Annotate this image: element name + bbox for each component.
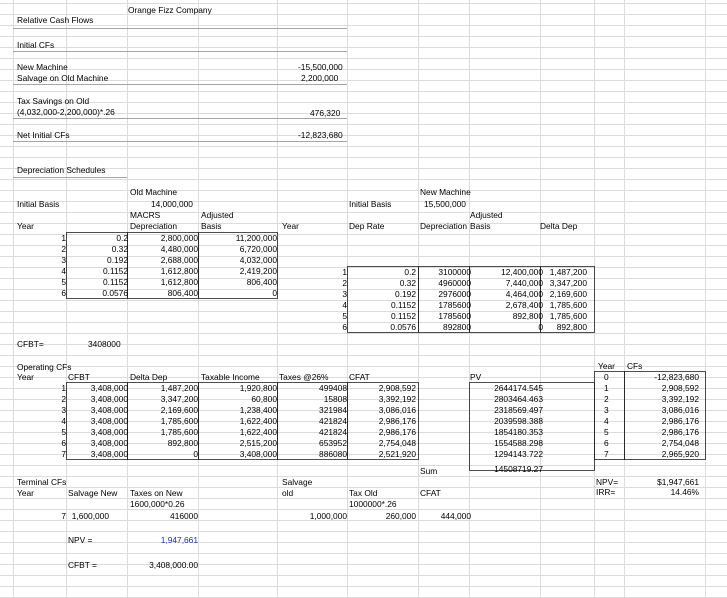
delta-dep[interactable]: 1,487,200 [549,267,587,277]
operating-cfbt-label[interactable]: CFBT [68,372,90,382]
taxable-income[interactable]: 2,515,200 [239,438,277,448]
old-rate[interactable]: 0.0576 [102,288,128,298]
new-rate[interactable]: 0.32 [399,278,416,288]
taxable-income[interactable]: 1,238,400 [239,405,277,415]
terminal-taxes-on-new[interactable]: 416000 [170,511,198,521]
relative-cash-flows-heading[interactable]: Relative Cash Flows [17,15,94,25]
summary-cf[interactable]: 2,908,592 [661,383,699,393]
taxes-label[interactable]: Taxes @26% [279,372,329,382]
new-year[interactable]: 4 [342,300,347,310]
summary-cf[interactable]: 2,965,920 [661,449,699,459]
old-year[interactable]: 4 [61,266,66,276]
macrs-label[interactable]: MACRS [130,210,161,220]
summary-year[interactable]: 5 [604,427,609,437]
summary-cf[interactable]: 3,086,016 [661,405,699,415]
terminal-salvage-new[interactable]: 1,600,000 [71,511,109,521]
operating-delta-dep[interactable]: 1,785,600 [160,416,198,426]
pv-label[interactable]: PV [470,372,482,382]
old-adjusted-label[interactable]: Adjusted [201,210,234,220]
taxes-on-new-formula[interactable]: 1600,000*0.26 [130,499,185,509]
pv[interactable]: 2318569.497 [494,405,543,415]
new-rate[interactable]: 0.1152 [391,300,416,310]
tax-savings-value[interactable]: 476,320 [310,108,341,118]
npv-value[interactable]: 1,947,661 [160,535,198,545]
old-machine-name[interactable]: Old Machine [130,187,178,197]
old-depreciation[interactable]: 2,800,000 [160,233,198,243]
salvage-label[interactable]: Salvage on Old Machine [17,73,109,83]
salvage-new-label[interactable]: Salvage New [68,488,118,498]
old-adjusted[interactable]: 4,032,000 [239,255,277,265]
delta-dep[interactable]: 892,800 [556,322,587,332]
cfat[interactable]: 2,986,176 [378,427,416,437]
old-machine-basis[interactable]: 14,000,000 [151,199,193,209]
operating-year[interactable]: 6 [61,438,66,448]
cfat[interactable]: 3,392,192 [378,394,416,404]
new-rate[interactable]: 0.192 [395,289,416,299]
old-initial-basis-label[interactable]: Initial Basis [17,199,60,209]
delta-dep-label[interactable]: Delta Dep [540,221,578,231]
delta-dep[interactable]: 2,169,600 [549,289,587,299]
company-title[interactable]: Orange Fizz Company [128,5,212,15]
new-rate[interactable]: 0.1152 [391,311,416,321]
operating-cfbt[interactable]: 3,408,000 [90,438,128,448]
new-year[interactable]: 1 [342,267,347,277]
new-machine-basis[interactable]: 15,500,000 [424,199,466,209]
salvage-value[interactable]: 2,200,000 [301,73,339,83]
operating-year-label[interactable]: Year [17,372,34,382]
tax-old-formula[interactable]: 1000000*.26 [349,499,397,509]
operating-cfbt[interactable]: 3,408,000 [90,449,128,459]
old-year[interactable]: 3 [61,255,66,265]
new-year[interactable]: 5 [342,311,347,321]
summary-cf[interactable]: 3,392,192 [661,394,699,404]
summary-year[interactable]: 7 [604,449,609,459]
summary-cf[interactable]: 2,986,176 [661,416,699,426]
old-adjusted[interactable]: 0 [272,288,277,298]
cfbt-value[interactable]: 3408000 [88,339,121,349]
cfat[interactable]: 3,086,016 [378,405,416,415]
tax-old-label[interactable]: Tax Old [349,488,378,498]
terminal-year-label[interactable]: Year [17,488,34,498]
operating-delta-dep[interactable]: 0 [193,449,198,459]
summary-cf[interactable]: 2,754,048 [661,438,699,448]
new-machine-label[interactable]: New Machine [17,62,68,72]
salvage-old-label[interactable]: Salvage [282,477,313,487]
pv[interactable]: 2644174.545 [494,383,543,393]
new-adjusted[interactable]: 892,800 [512,311,543,321]
pv[interactable]: 2803464.463 [494,394,543,404]
old-basis-label[interactable]: Basis [201,221,222,231]
operating-year[interactable]: 3 [61,405,66,415]
delta-dep[interactable]: 3,347,200 [549,278,587,288]
summary-irr-label[interactable]: IRR= [596,487,616,497]
new-rate[interactable]: 0.0576 [390,322,416,332]
pv[interactable]: 1554588.298 [494,438,543,448]
new-adjusted[interactable]: 2,678,400 [505,300,543,310]
operating-cfbt[interactable]: 3,408,000 [90,427,128,437]
old-year[interactable]: 1 [61,233,66,243]
cfbt-footer-label[interactable]: CFBT = [68,560,97,570]
cfat[interactable]: 2,754,048 [378,438,416,448]
new-rate[interactable]: 0.2 [404,267,416,277]
terminal-year[interactable]: 7 [61,511,66,521]
new-year-label[interactable]: Year [282,221,299,231]
delta-dep[interactable]: 1,785,600 [549,300,587,310]
summary-npv-label[interactable]: NPV= [596,477,619,487]
delta-dep[interactable]: 1,785,600 [549,311,587,321]
new-machine-name[interactable]: New Machine [420,187,471,197]
taxes[interactable]: 321984 [319,405,347,415]
operating-delta-dep[interactable]: 2,169,600 [160,405,198,415]
old-depreciation[interactable]: 2,688,000 [160,255,198,265]
net-initial-label[interactable]: Net Initial CFs [17,130,70,140]
new-depreciation[interactable]: 3100000 [438,267,471,277]
old-adjusted[interactable]: 6,720,000 [239,244,277,254]
taxes-on-new-label[interactable]: Taxes on New [130,488,183,498]
old-depreciation[interactable]: 4,480,000 [160,244,198,254]
terminal-cfs-heading[interactable]: Terminal CFs [17,477,67,487]
taxable-income[interactable]: 1,622,400 [239,416,277,426]
operating-year[interactable]: 1 [61,383,66,393]
pv[interactable]: 1294143.722 [494,449,543,459]
terminal-salvage-old[interactable]: 1,000,000 [309,511,347,521]
operating-cfat-label[interactable]: CFAT [349,372,370,382]
summary-year[interactable]: 3 [604,405,609,415]
terminal-cfat[interactable]: 444,000 [440,511,471,521]
summary-year[interactable]: 1 [604,383,609,393]
operating-delta-dep[interactable]: 3,347,200 [160,394,198,404]
operating-cfbt[interactable]: 3,408,000 [90,383,128,393]
taxable-income[interactable]: 1,920,800 [239,383,277,393]
taxes[interactable]: 421824 [319,416,347,426]
taxable-income[interactable]: 1,622,400 [239,427,277,437]
operating-year[interactable]: 2 [61,394,66,404]
old-depreciation-label[interactable]: Depreciation [130,221,178,231]
tax-savings-label[interactable]: Tax Savings on Old [17,96,90,106]
old-rate[interactable]: 0.1152 [103,266,128,276]
operating-cfs-heading[interactable]: Operating CFs [17,362,72,372]
old-depreciation[interactable]: 1,612,800 [160,277,198,287]
operating-delta-dep[interactable]: 1,785,600 [160,427,198,437]
operating-year[interactable]: 5 [61,427,66,437]
new-adjusted[interactable]: 12,400,000 [501,267,543,277]
old-adjusted[interactable]: 2,419,200 [239,266,277,276]
tax-savings-formula[interactable]: (4,032,000-2,200,000)*.26 [17,107,115,117]
pv[interactable]: 2039598.388 [494,416,543,426]
taxes[interactable]: 886080 [319,449,347,459]
summary-cfs-label[interactable]: CFs [627,361,643,371]
summary-cf[interactable]: 2,986,176 [661,427,699,437]
summary-npv-value[interactable]: $1,947,661 [657,477,699,487]
summary-year[interactable]: 0 [604,372,609,382]
taxable-income-label[interactable]: Taxable Income [201,372,260,382]
terminal-tax-old[interactable]: 260,000 [385,511,416,521]
operating-cfbt[interactable]: 3,408,000 [90,394,128,404]
old-depreciation[interactable]: 1,612,800 [160,266,198,276]
new-adjusted[interactable]: 0 [538,322,543,332]
new-machine-value[interactable]: -15,500,000 [298,62,343,72]
initial-cfs-heading[interactable]: Initial CFs [17,40,55,50]
new-year[interactable]: 2 [342,278,347,288]
npv-label[interactable]: NPV = [68,535,93,545]
new-year[interactable]: 3 [342,289,347,299]
sum-label[interactable]: Sum [420,466,438,476]
summary-year[interactable]: 6 [604,438,609,448]
cfbt-footer-value[interactable]: 3,408,000.00 [149,560,198,570]
new-adjusted[interactable]: 4,464,000 [505,289,543,299]
summary-irr-value[interactable]: 14.46% [670,487,699,497]
summary-year-label[interactable]: Year [598,361,615,371]
taxes[interactable]: 15808 [323,394,347,404]
pv[interactable]: 1854180.353 [494,427,543,437]
new-depreciation[interactable]: 1785600 [438,311,471,321]
operating-cfbt[interactable]: 3,408,000 [90,416,128,426]
summary-year[interactable]: 4 [604,416,609,426]
new-depreciation[interactable]: 2976000 [438,289,471,299]
taxable-income[interactable]: 60,800 [251,394,277,404]
summary-year[interactable]: 2 [604,394,609,404]
cfat[interactable]: 2,908,592 [378,383,416,393]
taxes[interactable]: 421824 [319,427,347,437]
operating-year[interactable]: 4 [61,416,66,426]
operating-delta-dep[interactable]: 1,487,200 [160,383,198,393]
old-label[interactable]: old [282,488,294,498]
pv-sum[interactable]: 14508719.27 [494,464,543,474]
operating-delta-dep-label[interactable]: Delta Dep [130,372,168,382]
operating-cfbt[interactable]: 3,408,000 [90,405,128,415]
old-depreciation[interactable]: 806,400 [167,288,198,298]
cfat[interactable]: 2,986,176 [378,416,416,426]
new-depreciation-label[interactable]: Depreciation [420,221,468,231]
new-depreciation[interactable]: 1785600 [438,300,471,310]
old-rate[interactable]: 0.192 [107,255,128,265]
new-depreciation[interactable]: 892800 [443,322,471,332]
old-year[interactable]: 6 [61,288,66,298]
taxable-income[interactable]: 3,408,000 [239,449,277,459]
new-adjusted-label[interactable]: Adjusted [470,210,503,220]
old-rate[interactable]: 0.32 [111,244,128,254]
cfat[interactable]: 2,521,920 [378,449,416,459]
taxes[interactable]: 499408 [319,383,347,393]
taxes[interactable]: 653952 [319,438,347,448]
net-initial-value[interactable]: -12,823,680 [298,130,343,140]
new-depreciation[interactable]: 4960000 [438,278,471,288]
old-adjusted[interactable]: 806,400 [246,277,277,287]
new-adjusted[interactable]: 7,440,000 [505,278,543,288]
operating-delta-dep[interactable]: 892,800 [167,438,198,448]
new-initial-basis-label[interactable]: Initial Basis [349,199,392,209]
dep-rate-label[interactable]: Dep Rate [349,221,385,231]
old-year[interactable]: 2 [61,244,66,254]
old-adjusted[interactable]: 11,200,000 [235,233,277,243]
new-basis-label[interactable]: Basis [470,221,491,231]
old-rate[interactable]: 0.1152 [103,277,128,287]
old-year-label[interactable]: Year [17,221,34,231]
operating-year[interactable]: 7 [61,449,66,459]
depreciation-schedules-heading[interactable]: Depreciation Schedules [17,165,106,175]
cfbt-label[interactable]: CFBT= [17,339,44,349]
summary-cf[interactable]: -12,823,680 [654,372,699,382]
new-year[interactable]: 6 [342,322,347,332]
terminal-cfat-label[interactable]: CFAT [420,488,441,498]
old-year[interactable]: 5 [61,277,66,287]
old-rate[interactable]: 0.2 [116,233,128,243]
